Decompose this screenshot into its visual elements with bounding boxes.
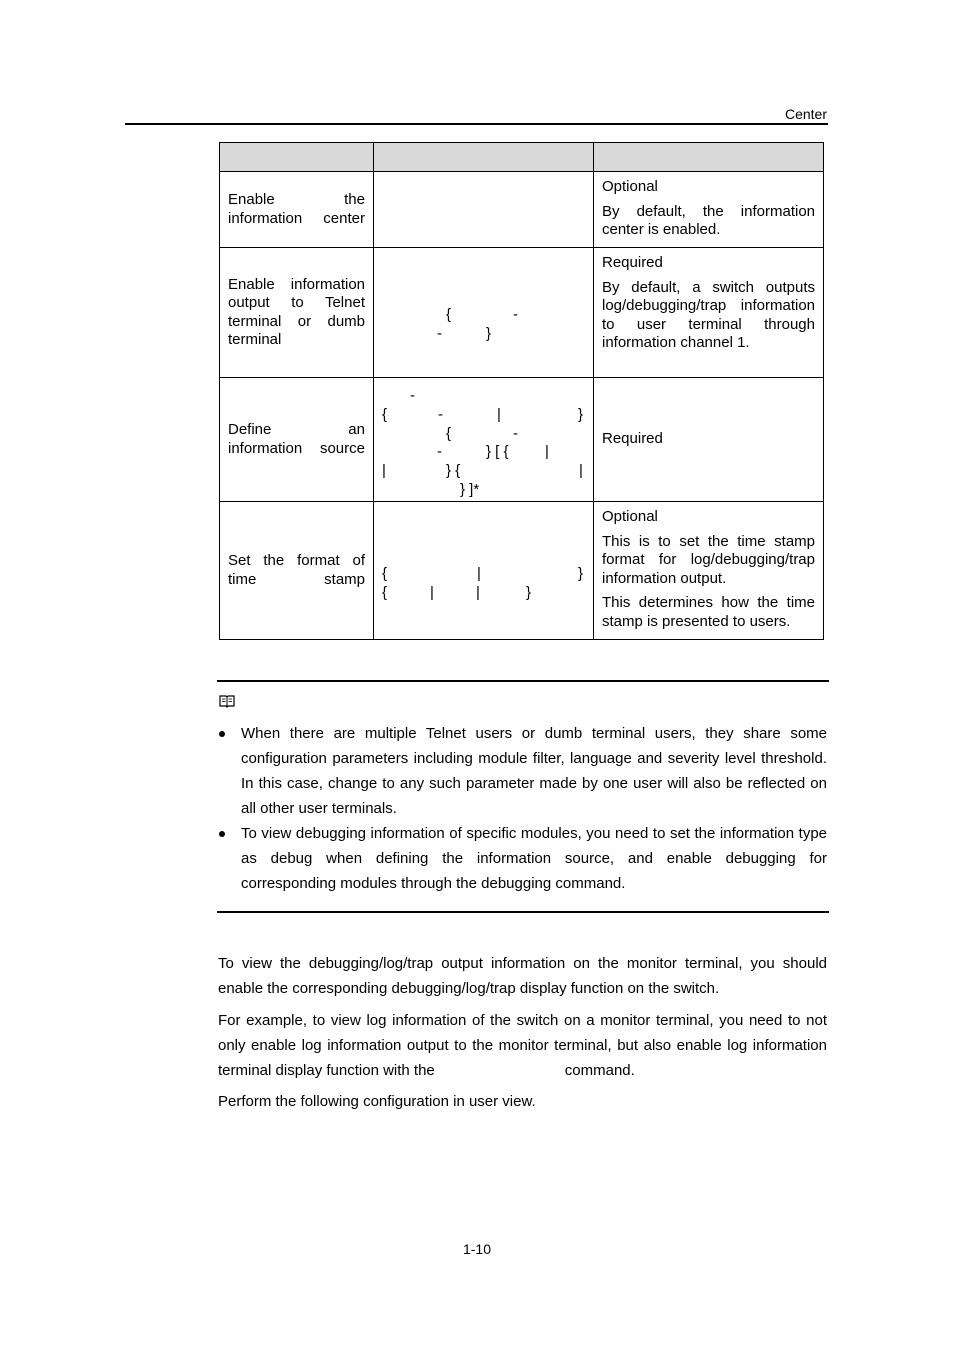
remark-line: By default, a switch outputs log/debugging/trap information to user terminal through information channel 1. [602, 278, 815, 351]
remarks-cell [594, 502, 824, 640]
remark-line: Required [602, 254, 663, 271]
command-fragment: } [526, 584, 532, 601]
table-row [220, 172, 824, 248]
table-header-row [220, 143, 824, 172]
book-icon [219, 694, 235, 708]
remarks-cell [594, 248, 824, 378]
note-rule-bottom [217, 911, 829, 913]
table-row [220, 248, 824, 378]
command-fragment: } ]* [460, 481, 480, 498]
table-row [220, 378, 824, 502]
page-number: 1-10 [462, 1241, 492, 1257]
note-item: When there are multiple Telnet users or dumb terminal users, they share some configuration parameters including module filter, language and severity level threshold. In this case, change to any such parameter made by one user will also be reflected on all other user terminals. [241, 725, 827, 817]
running-header: Center [784, 106, 827, 122]
bullet-icon [219, 731, 225, 737]
command-fragment: { [446, 306, 452, 323]
command-fragment: } { [446, 462, 461, 479]
remark-line: Required [602, 430, 663, 448]
note-item: To view debugging information of specific modules, you need to set the information type as debug when defining the information source, and enable debugging for corresponding modules through the debugging command. [241, 825, 827, 892]
remark-line: This is to set the time stamp format for log/debugging/trap information output. [602, 532, 815, 587]
remarks-cell [594, 378, 824, 502]
command-fragment: | [382, 462, 386, 479]
command-cell [374, 172, 594, 248]
operation-cell: Enable the information center [220, 172, 374, 248]
command-fragment: } [486, 325, 492, 342]
command-fragment: } [578, 406, 584, 423]
command-fragment: - [438, 406, 443, 423]
command-fragment: } [ { [486, 443, 509, 460]
command-cell [374, 248, 594, 378]
command-fragment: | [545, 443, 549, 460]
bullet-icon [219, 831, 225, 837]
remark-line: Optional [602, 508, 658, 525]
remarks-cell [594, 172, 824, 248]
note-rule-top [217, 680, 829, 682]
body-paragraph: To view the debugging/log/trap output information on the monitor terminal, you should enable the corresponding debugging/log/trap display function on the switch. [218, 955, 827, 997]
command-fragment: | [497, 406, 501, 423]
operation-cell: Enable information output to Telnet terminal or dumb terminal [220, 248, 374, 378]
command-fragment: { [446, 425, 452, 442]
command-fragment: { [382, 406, 388, 423]
command-fragment: - [437, 325, 442, 342]
configuration-table [219, 142, 824, 640]
body-text: For example, to view log information of the switch on a monitor terminal, you need to not only enable log information output to the monitor terminal, but also enable log information terminal display function with the [218, 1012, 827, 1079]
header-cell-command [374, 143, 594, 172]
header-cell-operation [220, 143, 374, 172]
command-fragment: | [477, 565, 481, 582]
command-fragment: - [410, 387, 415, 404]
command-cell [374, 378, 594, 502]
command-fragment: - [437, 443, 442, 460]
command-fragment: | [579, 462, 583, 479]
command-fragment: | [430, 584, 434, 601]
operation-cell: Define an information source [220, 378, 374, 502]
header-rule [125, 123, 828, 125]
body-paragraph [218, 1008, 827, 1083]
body-text: command. [564, 1062, 635, 1079]
remark-line: By default, the information center is enabled. [602, 202, 815, 238]
command-fragment: { [382, 584, 388, 601]
body-paragraph: Perform the following configuration in user view. [218, 1093, 536, 1110]
command-fragment: } [578, 565, 584, 582]
command-fragment: | [476, 584, 480, 601]
remark-line: Optional [602, 178, 658, 195]
command-cell [374, 502, 594, 640]
command-fragment: - [513, 306, 518, 323]
command-fragment: { [382, 565, 388, 582]
operation-cell: Set the format of time stamp [220, 502, 374, 640]
command-fragment: - [513, 425, 518, 442]
remark-line: This determines how the time stamp is presented to users. [602, 594, 815, 630]
table-row [220, 502, 824, 640]
header-cell-remarks [594, 143, 824, 172]
